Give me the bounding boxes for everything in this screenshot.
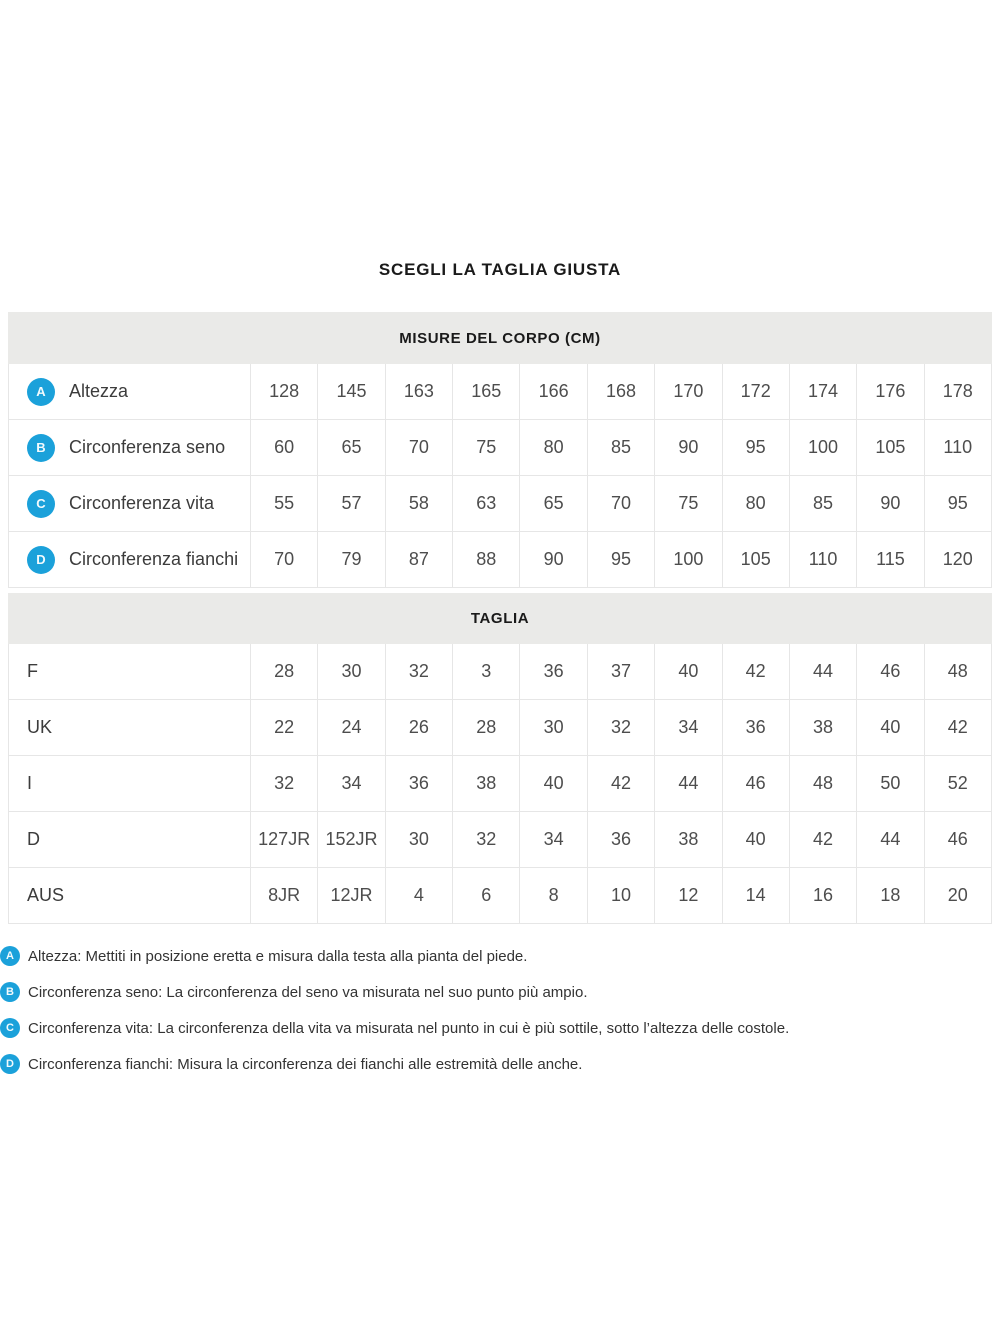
measurement-label: Circonferenza vita <box>69 493 215 513</box>
measurement-value: 100 <box>655 532 722 587</box>
size-value: 16 <box>790 868 857 923</box>
size-value: 38 <box>655 812 722 867</box>
table-row-seno <box>9 420 991 476</box>
table-row-vita <box>9 476 991 532</box>
footnote-text: Circonferenza seno: La circonferenza del seno va misurata nel suo punto più ampio. <box>28 983 588 1001</box>
size-value: 12 <box>655 868 722 923</box>
size-value: 34 <box>520 812 587 867</box>
measurement-label-cell <box>9 476 251 531</box>
measurement-value: 85 <box>588 420 655 475</box>
size-value: 34 <box>655 700 722 755</box>
size-value: 22 <box>251 700 318 755</box>
measurement-value: 65 <box>520 476 587 531</box>
table-row-size-d <box>9 812 991 868</box>
size-value: 46 <box>857 644 924 699</box>
measurement-value: 174 <box>790 364 857 419</box>
letter-badge-c: C <box>27 490 55 518</box>
measurement-value: 110 <box>943 437 973 457</box>
size-value: 46 <box>947 829 968 849</box>
size-value: 6 <box>453 868 520 923</box>
size-system-label: AUS <box>9 868 251 923</box>
size-value: 34 <box>318 756 385 811</box>
footnote-text: Altezza: Mettiti in posizione eretta e misura dalla testa alla pianta del piede. <box>28 947 528 965</box>
footnote-text: Circonferenza fianchi: Misura la circonferenza dei fianchi alle estremità delle anche. <box>28 1055 583 1073</box>
measurements-table <box>8 364 992 588</box>
measurement-value: 168 <box>588 364 655 419</box>
measurement-value: 58 <box>386 476 453 531</box>
sizes-section-header: TAGLIA <box>8 593 992 644</box>
size-value: 44 <box>790 644 857 699</box>
measurement-value: 60 <box>251 420 318 475</box>
letter-badge-c: C <box>0 1018 20 1038</box>
measurement-value: 85 <box>790 476 857 531</box>
measurement-value: 165 <box>453 364 520 419</box>
measurement-value: 55 <box>251 476 318 531</box>
size-value: 52 <box>947 773 968 793</box>
measurement-value: 172 <box>723 364 790 419</box>
size-system-label: UK <box>9 700 251 755</box>
size-value: 42 <box>947 717 968 737</box>
size-value: 8 <box>520 868 587 923</box>
size-system-label: D <box>9 812 251 867</box>
size-value: 44 <box>857 812 924 867</box>
footnote-altezza <box>0 938 1000 974</box>
measurement-value: 88 <box>453 532 520 587</box>
measurement-label: Circonferenza seno <box>69 437 226 457</box>
table-row-size-aus <box>9 868 991 924</box>
measurement-value: 75 <box>655 476 722 531</box>
footnote-vita <box>0 1010 1000 1046</box>
size-value: 28 <box>453 700 520 755</box>
size-value: 37 <box>588 644 655 699</box>
size-value: 40 <box>655 644 722 699</box>
size-value: 10 <box>588 868 655 923</box>
measurement-value: 70 <box>588 476 655 531</box>
footnotes <box>0 938 1000 1082</box>
size-value: 42 <box>790 812 857 867</box>
size-value: 24 <box>318 700 385 755</box>
size-value: 32 <box>453 812 520 867</box>
table-row-size-i <box>9 756 991 812</box>
size-value: 36 <box>520 644 587 699</box>
measurement-value: 120 <box>942 549 973 569</box>
footnote-seno <box>0 974 1000 1010</box>
measurement-value: 163 <box>386 364 453 419</box>
measurement-value: 79 <box>318 532 385 587</box>
size-value: 32 <box>588 700 655 755</box>
letter-badge-a: A <box>27 378 55 406</box>
measurement-value: 80 <box>520 420 587 475</box>
measurement-value: 170 <box>655 364 722 419</box>
size-value: 4 <box>386 868 453 923</box>
size-value: 30 <box>520 700 587 755</box>
measurement-value: 95 <box>588 532 655 587</box>
measurement-value: 178 <box>942 381 973 401</box>
size-value: 32 <box>386 644 453 699</box>
size-value: 36 <box>386 756 453 811</box>
measurement-value: 63 <box>453 476 520 531</box>
size-value: 18 <box>857 868 924 923</box>
size-value: 46 <box>723 756 790 811</box>
size-value: 12JR <box>318 868 385 923</box>
letter-badge-b: B <box>27 434 55 462</box>
measurement-value: 128 <box>251 364 318 419</box>
letter-badge-a: A <box>0 946 20 966</box>
letter-badge-b: B <box>0 982 20 1002</box>
size-value: 152JR <box>318 812 385 867</box>
size-value: 40 <box>520 756 587 811</box>
measurement-label: Circonferenza fianchi <box>69 549 239 569</box>
size-value: 48 <box>790 756 857 811</box>
size-chart <box>8 312 992 924</box>
letter-badge-d: D <box>0 1054 20 1074</box>
measurement-value: 70 <box>251 532 318 587</box>
measurement-value: 145 <box>318 364 385 419</box>
measurement-label-cell <box>9 420 251 475</box>
measurement-value: 105 <box>857 420 924 475</box>
size-value: 38 <box>453 756 520 811</box>
size-value: 30 <box>318 644 385 699</box>
measurement-label: Altezza <box>69 381 129 401</box>
size-value: 20 <box>947 885 968 905</box>
table-row-size-f <box>9 644 991 700</box>
measurement-value: 70 <box>386 420 453 475</box>
size-value: 28 <box>251 644 318 699</box>
size-value: 3 <box>453 644 520 699</box>
measurement-label-cell <box>9 364 251 419</box>
size-value: 44 <box>655 756 722 811</box>
size-value: 50 <box>857 756 924 811</box>
measurement-value: 115 <box>857 532 924 587</box>
measurement-value: 90 <box>520 532 587 587</box>
size-value: 8JR <box>251 868 318 923</box>
measurement-value: 166 <box>520 364 587 419</box>
measurement-value: 105 <box>723 532 790 587</box>
size-value: 42 <box>723 644 790 699</box>
footnote-fianchi <box>0 1046 1000 1082</box>
size-value: 42 <box>588 756 655 811</box>
measurement-value: 80 <box>723 476 790 531</box>
size-value: 36 <box>588 812 655 867</box>
size-system-label: F <box>9 644 251 699</box>
measurement-value: 57 <box>318 476 385 531</box>
size-value: 40 <box>723 812 790 867</box>
measurements-section-header: MISURE DEL CORPO (CM) <box>8 312 992 364</box>
size-value: 127JR <box>251 812 318 867</box>
measurement-value: 176 <box>857 364 924 419</box>
size-value: 40 <box>857 700 924 755</box>
size-system-label: I <box>9 756 251 811</box>
letter-badge-d: D <box>27 546 55 574</box>
measurement-value: 95 <box>723 420 790 475</box>
size-value: 26 <box>386 700 453 755</box>
measurement-value: 87 <box>386 532 453 587</box>
measurement-value: 110 <box>790 532 857 587</box>
table-row-size-uk <box>9 700 991 756</box>
size-value: 32 <box>251 756 318 811</box>
table-row-fianchi <box>9 532 991 588</box>
sizes-table <box>8 644 992 924</box>
measurement-label-cell <box>9 532 251 587</box>
table-row-altezza <box>9 364 991 420</box>
measurement-value: 90 <box>655 420 722 475</box>
measurement-value: 95 <box>947 493 968 513</box>
page-title: SCEGLI LA TAGLIA GIUSTA <box>378 260 622 279</box>
measurement-value: 75 <box>453 420 520 475</box>
measurement-value: 100 <box>790 420 857 475</box>
size-value: 38 <box>790 700 857 755</box>
size-value: 14 <box>723 868 790 923</box>
size-value: 36 <box>723 700 790 755</box>
size-value: 48 <box>947 661 968 681</box>
footnote-text: Circonferenza vita: La circonferenza della vita va misurata nel punto in cui è più sottile, sotto l’altezza delle costole. <box>28 1019 790 1037</box>
measurement-value: 65 <box>318 420 385 475</box>
size-value: 30 <box>386 812 453 867</box>
measurement-value: 90 <box>857 476 924 531</box>
